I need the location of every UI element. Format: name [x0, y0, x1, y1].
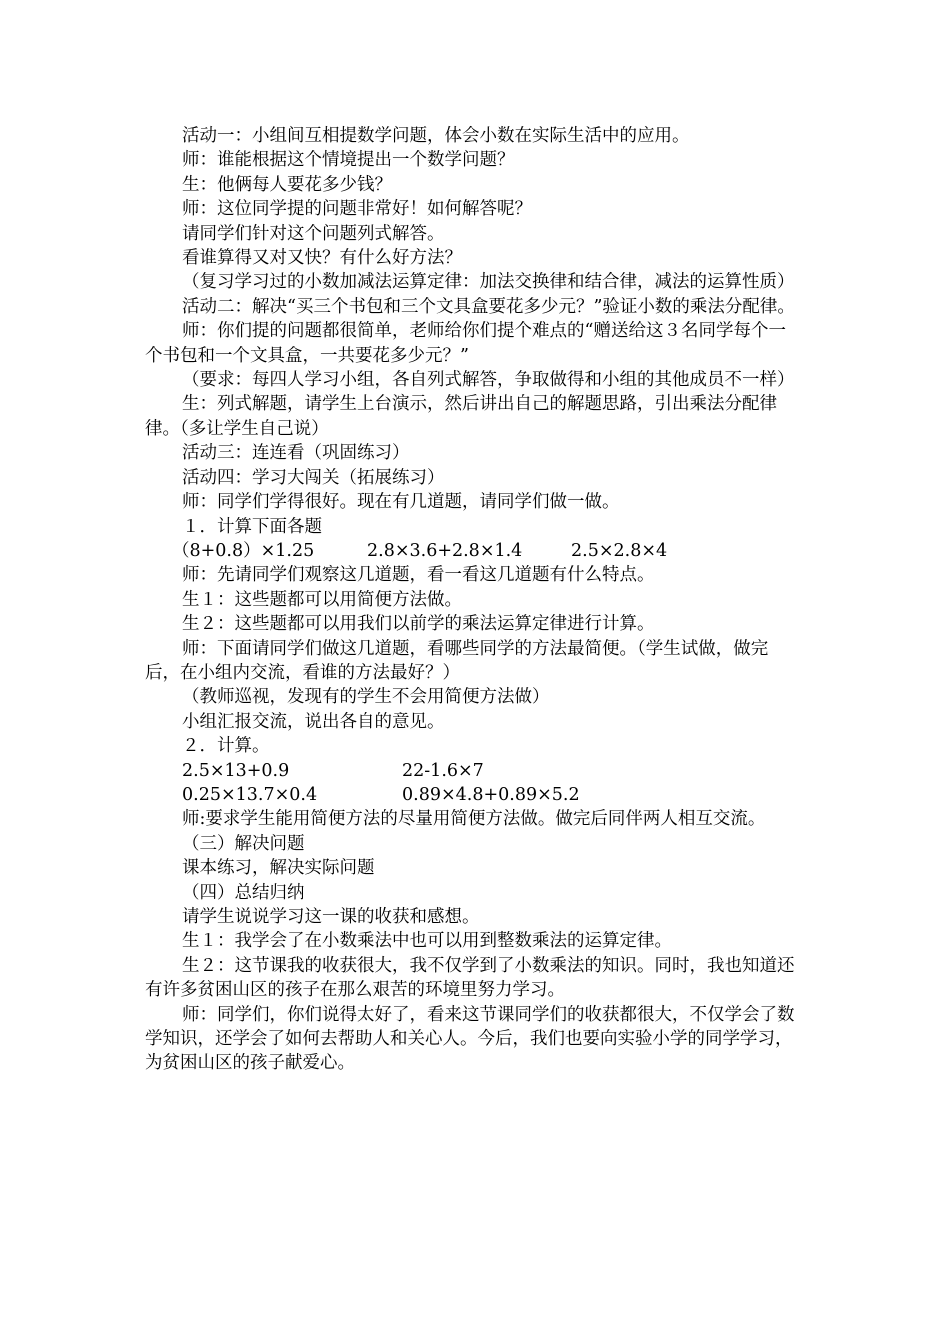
paragraph-activity-two: 活动二：解决“买三个书包和三个文具盒要花多少元？”验证小数的乘法分配律。: [182, 296, 795, 317]
formula: 0.25×13.7×0.4: [182, 784, 318, 805]
paragraph-student-one: 生１：这些题都可以用简便方法做。: [182, 589, 462, 610]
paragraph-student-two-reflection: 生２：这节课我的收获很大，我不仅学到了小数乘法的知识。同时，我也知道还有许多贫困山区的孩子在那么艰苦的环境里努力学习。: [145, 955, 795, 1001]
document-body: [145, 124, 801, 1076]
paragraph-teacher-difficult: 师：你们提的问题都很简单，老师给你们提个难点的“赠送给这３名同学每个一个书包和一个文具盒，一共要花多少元？”: [145, 321, 786, 366]
exercise-two-row: [145, 759, 801, 783]
paragraph-reflection-prompt: 请学生说说学习这一课的收获和感想。: [182, 907, 480, 927]
paragraph-exercise-two-title: ２．计算。: [182, 736, 270, 757]
paragraph-activity-four: 活动四：学习大闯关（拓展练习）: [182, 467, 445, 488]
formula: 2.5×2.8×4: [571, 540, 668, 561]
paragraph-teacher-patrol: （教师巡视，发现有的学生不会用简便方法做）: [182, 687, 550, 708]
exercise-two-row: [145, 783, 801, 807]
formula: （8+0.8）×1.25: [172, 540, 315, 561]
paragraph-teacher-try: 师：下面请同学们做这几道题，看哪些同学的方法最简便。（学生试做，做完后，在小组内交流，看谁的方法最好？）: [145, 638, 769, 683]
paragraph-teacher-question: 师：谁能根据这个情境提出一个数学问题？: [182, 150, 515, 171]
paragraph-student-solve: 生：列式解题，请学生上台演示，然后讲出自己的解题思路，引出乘法分配律律。（多让学生自己说）: [145, 394, 777, 439]
paragraph-teacher-observe: 师：先请同学们观察这几道题，看一看这几道题有什么特点。: [182, 565, 655, 586]
formula: 22-1.6×7: [402, 760, 484, 781]
paragraph-activity-one: 活动一：小组间互相提数学问题，体会小数在实际生活中的应用。: [182, 126, 690, 146]
paragraph-challenge: 看谁算得又对又快？有什么好方法？: [182, 248, 462, 269]
paragraph-instruction: 请同学们针对这个问题列式解答。: [182, 223, 445, 244]
paragraph-student-question: 生：他俩每人要花多少钱？: [182, 174, 392, 195]
paragraph-teacher-praise: 师：这位同学提的问题非常好！如何解答呢？: [182, 199, 532, 220]
formula: 2.8×3.6+2.8×1.4: [367, 540, 523, 561]
paragraph-student-one-reflection: 生１：我学会了在小数乘法中也可以用到整数乘法的运算定律。: [182, 931, 672, 952]
paragraph-student-two: 生２：这些题都可以用我们以前学的乘法运算定律进行计算。: [182, 614, 655, 635]
exercise-one-row: [145, 539, 801, 563]
paragraph-group-report: 小组汇报交流，说出各自的意见。: [182, 711, 445, 732]
section-heading-summary: （四）总结归纳: [182, 882, 305, 903]
formula: 0.89×4.8+0.89×5.2: [402, 784, 580, 805]
paragraph-teacher-conclusion: 师：同学们，你们说得太好了，看来这节课同学们的收获都很大，不仅学会了数学知识，还学会了如何去帮助人和关心人。今后，我们也要向实验小学的同学学习，为贫困山区的孩子献爱心。: [145, 1004, 795, 1074]
paragraph-teacher-exercises: 师：同学们学得很好。现在有几道题，请同学们做一做。: [182, 492, 620, 513]
paragraph-teacher-requirement: 师:要求学生能用简便方法的尽量用简便方法做。做完后同伴两人相互交流。: [182, 809, 766, 830]
paragraph-exercise-one-title: １．计算下面各题: [182, 516, 322, 537]
paragraph-requirement: （要求：每四人学习小组，各自列式解答，争取做得和小组的其他成员不一样）: [182, 370, 795, 391]
paragraph-review-note: （复习学习过的小数加减法运算定律：加法交换律和结合律，减法的运算性质）: [182, 272, 795, 293]
formula: 2.5×13+0.9: [182, 760, 290, 781]
paragraph-textbook-practice: 课本练习，解决实际问题: [182, 858, 375, 879]
paragraph-activity-three: 活动三：连连看（巩固练习）: [182, 443, 410, 464]
section-heading-solve-problems: （三）解决问题: [182, 833, 305, 854]
